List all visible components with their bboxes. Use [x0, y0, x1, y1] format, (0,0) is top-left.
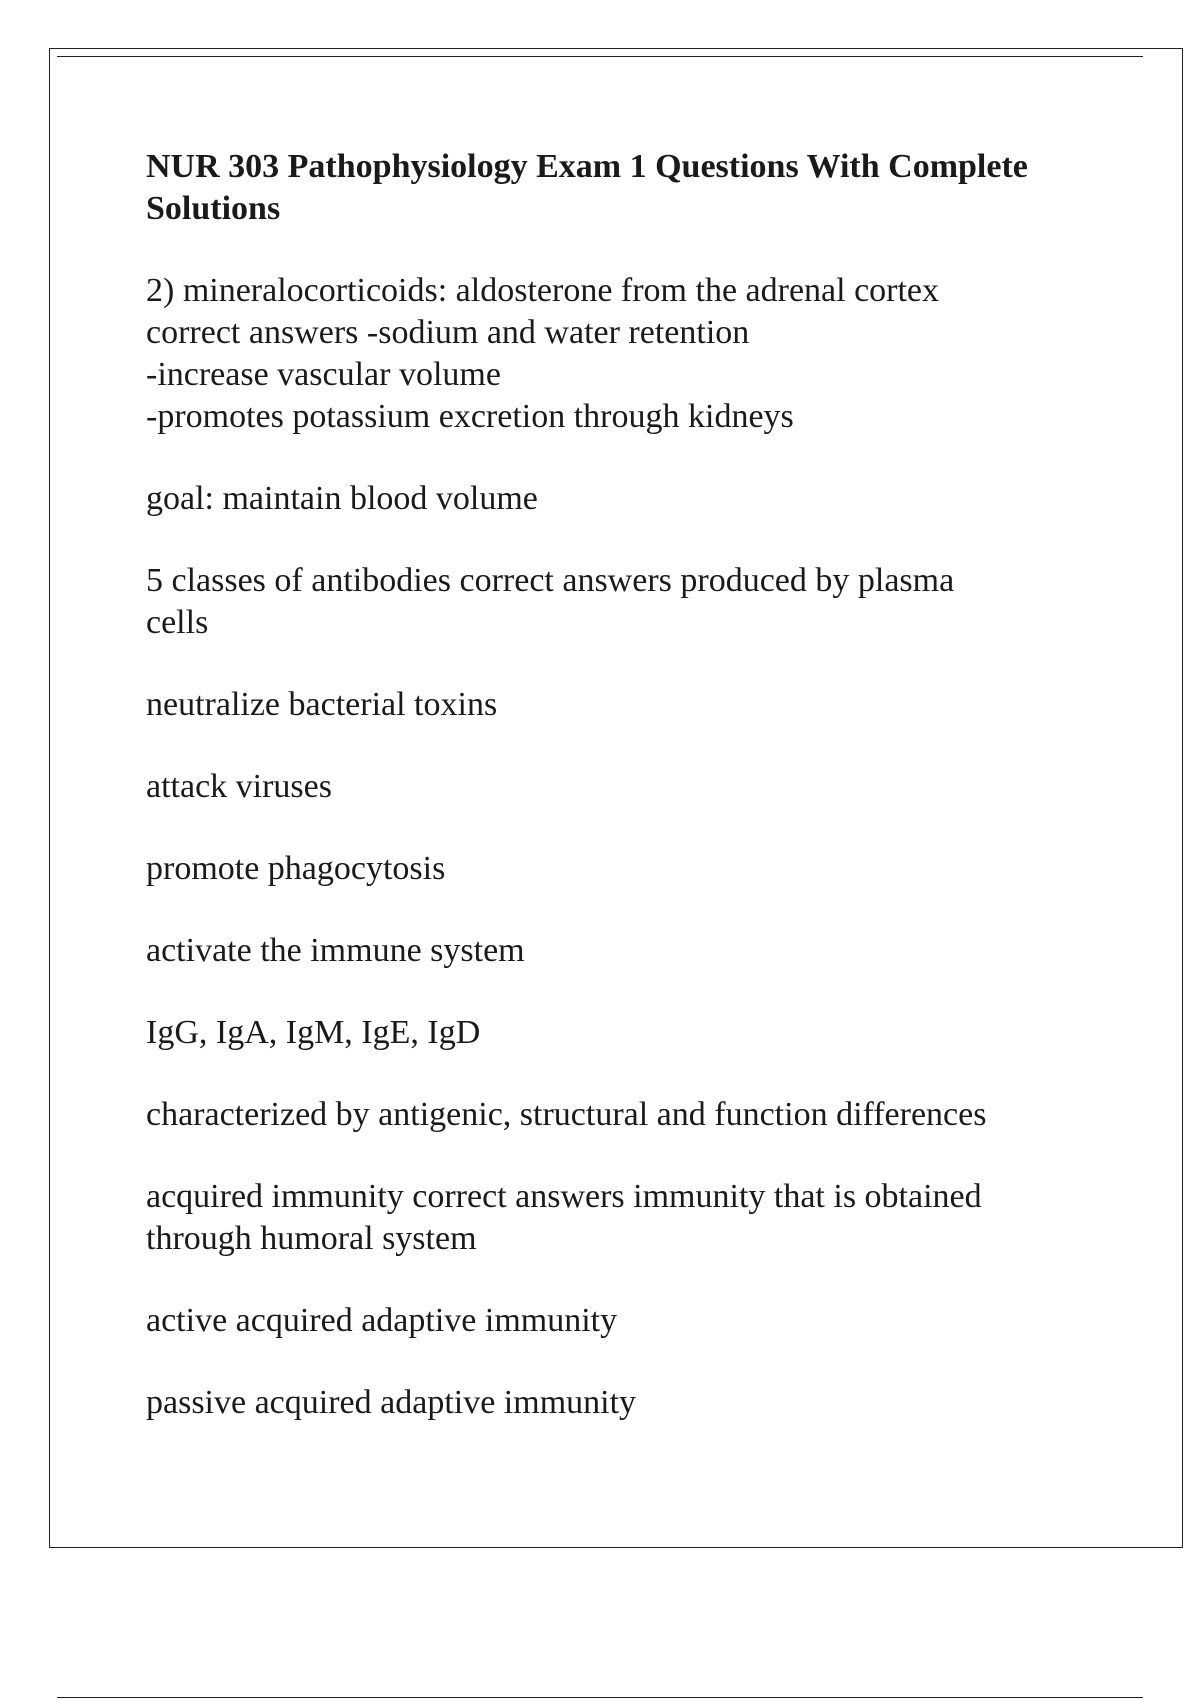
paragraph-antibody-classes — [146, 560, 1106, 644]
bottom-rule — [57, 1697, 1143, 1698]
text-line: acquired immunity correct answers immunity that is obtained — [146, 1178, 982, 1215]
title-line: NUR 303 Pathophysiology Exam 1 Questions With Complete — [146, 148, 1028, 185]
paragraph-immune-system — [146, 930, 1106, 972]
top-rule — [57, 56, 1143, 57]
paragraph-immunoglobulins — [146, 1012, 1106, 1054]
text-line: 5 classes of antibodies correct answers produced by plasma — [146, 562, 955, 599]
text-line: cells — [146, 604, 209, 641]
text-line: -increase vascular volume — [146, 356, 501, 393]
text-line: characterized by antigenic, structural and function differences — [146, 1096, 987, 1133]
paragraph-acquired-immunity — [146, 1176, 1106, 1260]
paragraph-phagocytosis — [146, 848, 1106, 890]
paragraph-mineralocorticoids — [146, 270, 1106, 438]
text-line: goal: maintain blood volume — [146, 480, 538, 517]
paragraph-neutralize — [146, 684, 1106, 726]
text-line: activate the immune system — [146, 932, 525, 969]
text-line: -promotes potassium excretion through kidneys — [146, 398, 794, 435]
paragraph-goal — [146, 478, 1106, 520]
text-line: IgG, IgA, IgM, IgE, IgD — [146, 1014, 481, 1051]
paragraph-characterized — [146, 1094, 1106, 1136]
paragraph-attack-viruses — [146, 766, 1106, 808]
text-line: 2) mineralocorticoids: aldosterone from the adrenal cortex — [146, 272, 940, 309]
text-line: promote phagocytosis — [146, 850, 446, 887]
text-line: through humoral system — [146, 1220, 477, 1257]
title-line: Solutions — [146, 190, 281, 227]
paragraph-active-acquired — [146, 1300, 1106, 1342]
text-line: correct answers -sodium and water retention — [146, 314, 750, 351]
document-title — [146, 146, 1106, 230]
text-line: attack viruses — [146, 768, 332, 805]
text-line: active acquired adaptive immunity — [146, 1302, 618, 1339]
text-line: neutralize bacterial toxins — [146, 686, 498, 723]
text-line: passive acquired adaptive immunity — [146, 1384, 637, 1421]
paragraph-passive-acquired — [146, 1382, 1106, 1424]
document-body — [146, 146, 1106, 1464]
